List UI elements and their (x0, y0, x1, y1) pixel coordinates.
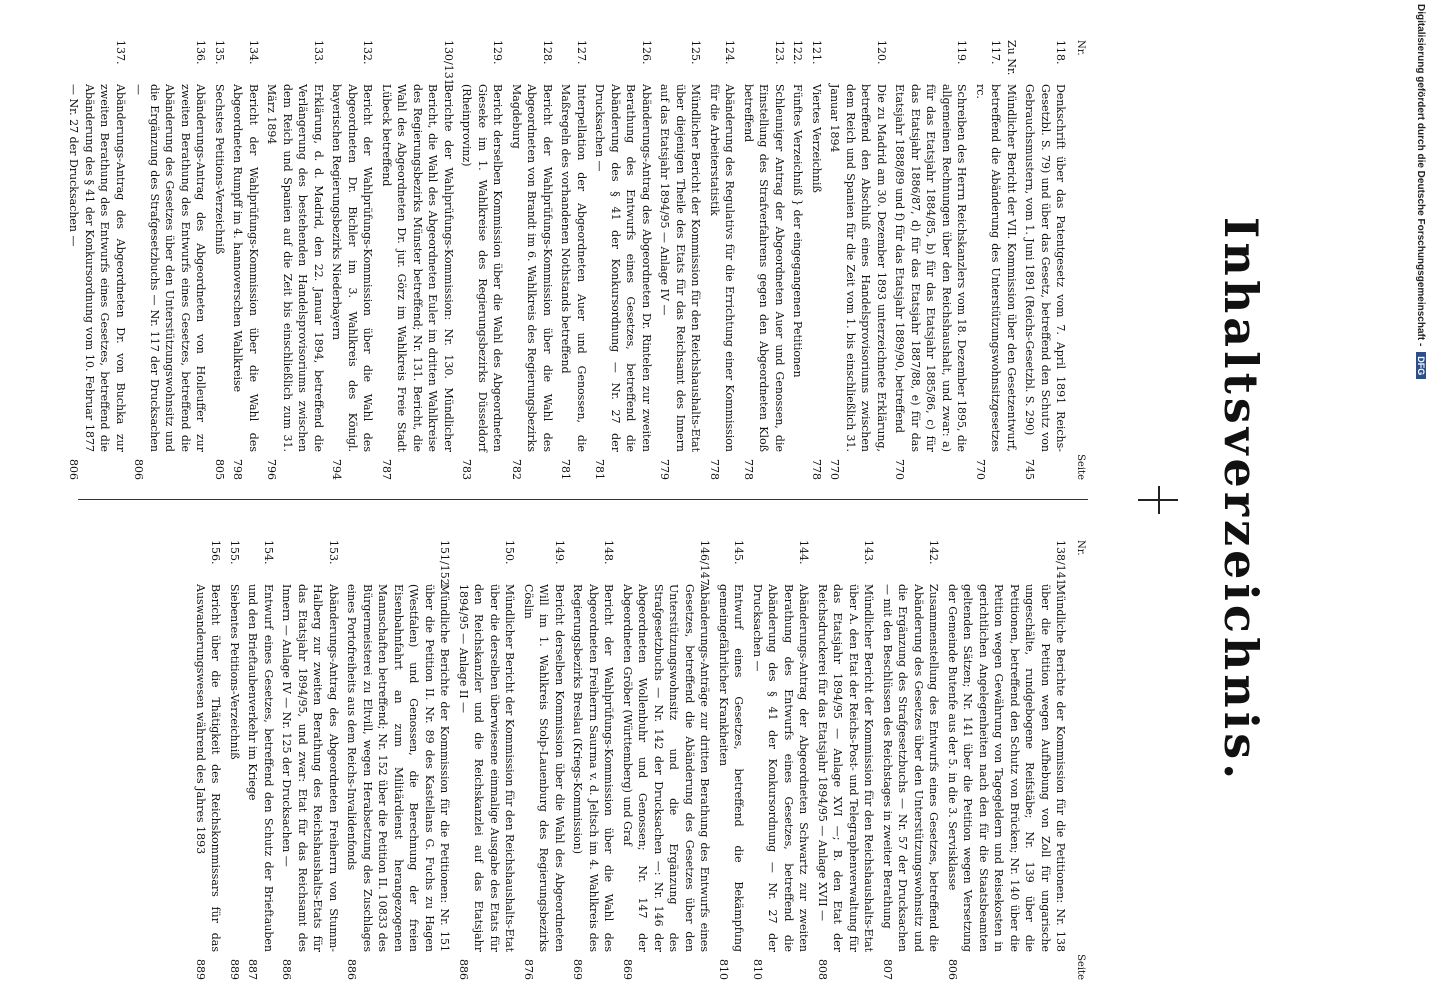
toc-entry-number: 137. (114, 40, 127, 65)
toc-entry-page: 770 (828, 459, 842, 480)
toc-entry (809, 40, 825, 480)
toc-entry (459, 40, 506, 480)
toc-entry-page: 807 (881, 959, 894, 980)
toc-entry (558, 40, 589, 480)
sidebar-credit-text: Digitalisierung gefördert durch die Deutsche Forschungsgemeinschaft - (1415, 4, 1426, 347)
toc-entry-text: Zusammenstellung des Entwurfs eines Gesetzes, betreffend die Abänderung des Gesetzes über den Unterstützungswohnsitz und die Ergänzung des Strafgesetzbuchs — Nr. 57 der Drucksachen — mit den Beschlüssen des Reichstages in zweiter Berathung (881, 584, 941, 952)
toc-entry-number: 132. (361, 40, 375, 65)
toc-entry-text: Abänderungs-Antrag des Abgeordneten von Holleuffer zur zweiten Berathung des Entwurfs eines Gesetzes, betreffend die Abänderung des Gesetzes über den Unterstützungswohnsitz und die Ergänzung des Strafgesetzbuchs — Nr. 117 der Drucksachen — (132, 84, 208, 452)
toc-entry-number: 155. (228, 540, 241, 565)
toc-entry-number: 129. (491, 40, 505, 65)
toc-entry-number: 126. (640, 40, 653, 65)
toc-entry-number: 153. (327, 540, 340, 565)
toc-entry-page: 778 (742, 459, 755, 480)
toc-entry (790, 40, 806, 480)
toc-entry-page: 781 (559, 459, 573, 480)
toc-entry-number: 136. (194, 40, 208, 65)
toc-entry-page: 787 (380, 459, 393, 480)
toc-entry (264, 40, 326, 480)
toc-entry-number: 133. (312, 40, 325, 65)
toc-entry-text: Abänderungs-Antrag des Abgeordneten Dr. Rintelen zur zweiten Berathung des Entwurfs eines Gesetzes, betreffend die Abänderung des § 41 der Konkursordnung — Nr. 27 der Drucksachen — (593, 84, 653, 452)
toc-entry-number: 128. (541, 40, 554, 65)
toc-entry-page: 779 (658, 459, 672, 480)
toc-entry-number: 122. (791, 40, 805, 65)
toc-entry-page: 745 (1023, 459, 1037, 480)
toc-entry-number: 121. (810, 40, 823, 65)
toc-entry-page: 889 (228, 959, 241, 980)
toc-entry-page: 783 (460, 459, 474, 480)
toc-entry-text: Bericht derselben Kommission über die Wahl des Abgeordneten Gieseke im 1. Wahlkreise des Regierungsbezirks Düsseldorf (Rheinprovinz) (460, 84, 505, 452)
toc-entry-text: Fünftes Verzeichniß } der eingegangenen Petitionen (791, 84, 805, 378)
toc-entry-text: Interpellation der Abgeordneten Auer und Genossen, die Maßregeln des vorhandenen Nothstands betreffend (559, 84, 588, 452)
toc-entry (973, 40, 1020, 480)
toc-entry-text: Mündliche Berichte der Kommission für die Petitionen: Nr. 151 über die Petition II. Nr. 89 des Kastellans G. Fuchs zu Hagen (Westfalen) und Genossen, die Berechnung der freien Eisenbahnfahrt an zum Militärdienst herangezogenen Mannschaften betreffend; Nr. 152 über die Petition II. 10833 des Bürgermeisterei zu Eltvill, wegen Herabsetzung des Zuschlages eines Portofreiheits aus dem Reichs-Invalidenfonds (345, 584, 452, 952)
toc-entry-page: 876 (522, 959, 535, 980)
toc-entry-text: Abänderung des Regulativs für die Errichtung einer Kommission für die Arbeiterstatistik (708, 84, 737, 452)
toc-entry (521, 540, 568, 980)
toc-entry-page: 806 (946, 959, 959, 980)
toc-entry-number: 124. (723, 40, 737, 65)
toc-entry-page: 770 (974, 459, 987, 480)
right-column (190, 540, 1089, 980)
toc-entry-number: 138/141. (1054, 540, 1068, 590)
toc-entry-page: 869 (621, 959, 634, 980)
toc-entry (279, 540, 341, 980)
toc-entry-text: Abänderungs-Antrag des Abgeordneten Freiherrn von Stumm-Halberg zur zweiten Berathung des Reichshaushalts-Etats für das Etatsjahr 1894/95, und zwar: Etat für das Reichsamt des Innern — Anlage IV — Nr. 125 der Drucksachen — (280, 584, 340, 952)
toc-entry-number: 156. (209, 540, 223, 565)
toc-entry (230, 40, 261, 480)
toc-entry-number: 130/131. (442, 40, 455, 90)
column-header-seite: Seite (1075, 954, 1086, 980)
toc-entry-page: 886 (345, 959, 359, 980)
toc-entry (227, 540, 243, 980)
toc-entry (344, 540, 453, 980)
toc-entry-text: Viertes Verzeichniß (810, 84, 823, 193)
toc-entry (570, 540, 617, 980)
toc-entry-page: 770 (893, 459, 907, 480)
toc-entry-number: 118. (1054, 40, 1068, 65)
toc-entry-text: Bericht über die Thätigkeit des Reichskommissars für das Auswanderungswesen während des Jahres 1893 (194, 584, 223, 952)
toc-entry-text: Abänderungs-Anträge zur dritten Berathung des Entwurfs eines Gesetzes, betreffend die Abänderung des Gesetzes über den Unterstützungswohnsitz und die Ergänzung des Strafgesetzbuchs — Nr. 142 der Drucksachen —: Nr. 146 der Abgeordneten Wollenbuhr und Genossen; Nr. 147 der Abgeordneten Gröber (Württemberg) und Graf (621, 584, 712, 952)
right-column-header (1073, 540, 1089, 980)
toc-entry-number: 135. (213, 40, 226, 65)
toc-entry (245, 540, 276, 980)
toc-entry-page: 796 (265, 459, 279, 480)
toc-entry-page: 810 (751, 959, 764, 980)
toc-entry-page: 781 (593, 459, 607, 480)
toc-entry-number: 127. (575, 40, 588, 65)
toc-entry (945, 540, 1069, 980)
toc-entry-text: Mündlicher Bericht der Kommission für den Reichshaushalts-Etat über A. den Etat der Reichs-Post- und Telegraphenverwaltung für das Etatsjahr 1894/95 — Anlage XVI —; B. den Etat der Reichsdruckerei für das Etatsjahr 1894/95 — Anlage XVII — (816, 584, 876, 952)
toc-entry-text: Mündlicher Bericht der Kommission für den Reichshaushalts-Etat über die derselben überwiesene einmalige Ausgabe des Etats für den Reichskanzler und die Reichskanzlei auf das Etatsjahr 1894/95 — Anlage II — (457, 584, 517, 952)
left-column (63, 40, 1088, 480)
toc-entry-text: Bericht der Wahlprüfungs-Kommission über die Wahl des Abgeordneten Rumpff im 4. hannoverschen Wahlkreise (231, 84, 260, 452)
toc-entry-number: 123. (773, 40, 786, 65)
sidebar-credit (1415, 4, 1426, 994)
page-title: Inhaltsverzeichnis. (1214, 216, 1268, 784)
toc-entry (815, 540, 877, 980)
toc-entry-page: 782 (510, 459, 523, 480)
toc-entry (657, 40, 704, 480)
toc-entry (329, 40, 376, 480)
toc-entry-number: 142. (927, 540, 941, 565)
toc-entry-text: Abänderungs-Antrag der Abgeordneten Schwartz zur zweiten Berathung des Entwurfs eines Gesetzes, betreffend die Abänderung des § 41 der Konkursordnung — Nr. 27 der Drucksachen — (751, 584, 811, 952)
toc-entry-text: Entwurf eines Gesetzes, betreffend die Bekämpfung gemeingefährlicher Krankheiten (717, 584, 746, 952)
toc-entry-page: 778 (708, 459, 721, 480)
toc-entry-page: 798 (231, 459, 245, 480)
toc-entry-text: Siebentes Petitions-Verzeichniß (228, 584, 241, 760)
toc-entry-text: Schreiben des Herrn Reichskanzlers vom 18. Dezember 1895, die allgemeinen Rechnungen über den Reichshaushalt, und zwar: a) für das Etatsjahr 1884/85, b) für das Etatsjahr 1885/86, c) für das Etatsjahr 1886/87, d) für das Etatsjahr 1887/88, e) für das Etatsjahr 1888/89 und f) für das Etatsjahr 1889/90, betreffend (893, 84, 969, 453)
toc-entry-text: Die zu Madrid am 30. Dezember 1893 unterzeichnete Erklärung, betreffend den Abschluß eines Handelsprovisoriums zwischen dem Reich und Spanien für die Zeit vom 1. bis einschließlich 31. Januar 1894 (828, 84, 888, 452)
toc-entry-number: 145. (732, 540, 746, 565)
toc-entry-text: Mündlicher Bericht der VII. Kommission über den Gesetzentwurf, betreffend die Abänderung des Unterstützungswohnsitzgesetzes rc. (974, 84, 1018, 452)
toc-entry-page: 886 (457, 959, 470, 980)
toc-entry-text: Denkschrift über das Patentgesetz vom 7. April 1891 Reichs-Gesetzbl. S. 79) und über das Gesetz, betreffend den Schutz von Gebrauchsmustern, vom 1. Juni 1891 (Reichs-Gesetzbl. S. 290) (1023, 84, 1068, 452)
ornament-bar (1158, 486, 1160, 514)
toc-entry (880, 540, 942, 980)
toc-entry (193, 540, 224, 980)
toc-entry-number: Zu Nr. 117. (989, 40, 1018, 76)
toc-entry-number: 134. (247, 40, 260, 65)
toc-entry-text: Abänderungs-Antrag des Abgeordneten Dr. von Buchka zur zweiten Berathung des Entwurfs eines Gesetzes, betreffend die Abänderung des § 41 der Konkursordnung vom 10. Februar 1877 — Nr. 27 der Drucksachen — (67, 84, 127, 452)
toc-entry-page: 886 (280, 959, 294, 980)
toc-entry-number: 144. (797, 540, 811, 565)
toc-entry (716, 540, 747, 980)
toc-entry-page: 805 (213, 459, 226, 480)
toc-entry (509, 40, 556, 480)
toc-entry (707, 40, 738, 480)
toc-entry-number: 149. (553, 540, 566, 565)
toc-entry (212, 40, 228, 480)
toc-entry-text: Erklärung, d. d. Madrid, den 22. Januar 1894, betreffend die Verlängerung des bestehenden Handelsprovisoriums zwischen dem Reich und Spanien auf die Zeit bis einschließlich zum 31. März 1894 (265, 84, 325, 452)
toc-entry-page: 869 (571, 959, 585, 980)
toc-entry-page: 887 (246, 959, 260, 980)
left-column-header (1073, 40, 1089, 480)
toc-entry-text: Entwurf eines Gesetzes, betreffend den Schutz der Brieftauben und den Brieftaubenverkehr im Kriege (246, 584, 275, 952)
toc-entry (892, 40, 970, 480)
toc-entry-text: Mündliche Berichte der Kommission für die Petitionen: Nr. 138 über die Petition wegen Aufhebung von Zoll für ungarische ungeschälte, rundgebogene Reifstäbe; Nr. 139 über die Petitionen, betreffend den Schutz von Brücken; Nr. 140 über die Petition wegen Gewährung von Tagegeldern und Reisekosten in gerichtlichen Angelegenheiten nach den für die Staatsbeamten geltenden Sätzen; Nr. 141 über die Petition wegen Versetzung der Gemeinde Butenfe aus der 5. in die 3. Servisklasse (946, 584, 1068, 952)
left-entry-list (66, 40, 1069, 480)
toc-entry (592, 40, 654, 480)
toc-entry (66, 40, 128, 480)
toc-entry (620, 540, 713, 980)
toc-entry-page: 889 (194, 959, 207, 980)
column-header-nr: Nr. (1075, 540, 1086, 556)
toc-entry-text: Bericht der Wahlprüfungs-Kommission über die Wahl des Abgeordneten Dr. Bichler im 3. Wahlkreis des Königl. bayerischen Regierungsbezirks Niederbayern (330, 84, 375, 452)
toc-entry-number: 148. (602, 540, 616, 565)
toc-entry (827, 40, 889, 480)
column-header-seite: Seite (1075, 454, 1086, 480)
title-block (1214, 20, 1268, 980)
toc-entry-text: Mündlicher Bericht der Kommission für den Reichshaushalts-Etat über diejenigen Theile des Etats für das Reichsamt des Innern auf das Etatsjahr 1894/95 — Anlage IV — (658, 84, 703, 452)
toc-entry (131, 40, 209, 480)
toc-entry (741, 40, 788, 480)
digitization-sidebar (1408, 4, 1426, 994)
toc-entry (456, 540, 518, 980)
toc-entry-page: 806 (132, 459, 146, 480)
toc-entry-number: 146/147. (698, 540, 712, 590)
right-entry-list (193, 540, 1069, 980)
toc-entry-number: 119. (955, 40, 969, 65)
toc-entry-text: Schleuniger Antrag der Abgeordneten Auer und Genossen, die Einstellung des Strafverfahrens gegen den Abgeordneten Kloß betreffend (742, 84, 786, 452)
toc-entry-number: 150. (503, 540, 517, 565)
toc-entry-text: Bericht der Wahlprüfungs-Kommission über die Wahl des Abgeordneten Freiherrn Saurma v. d. Jeltsch im 4. Wahlkreis des Regierungsbezirks Breslau (Kriegs-Kommission) (571, 584, 616, 952)
toc-entry (1022, 40, 1069, 480)
toc-entry-number: 143. (862, 540, 876, 565)
column-header-nr: Nr. (1075, 40, 1086, 56)
toc-entry-text: Bericht der Wahlprüfungs-Kommission über die Wahl des Abgeordneten von Brandt im 6. Wahlkreis des Regierungsbezirks Magdeburg (510, 84, 554, 452)
toc-entry-text: Bericht derselben Kommission über die Wahl des Abgeordneten Will im 1. Wahlkreis Stolp-Lauenburg des Regierungsbezirks Cöslin (522, 584, 566, 952)
toc-entry-number: 151/152. (438, 540, 452, 590)
toc-entry-page: 794 (330, 459, 344, 480)
dfg-logo-icon: DFG (1416, 352, 1426, 379)
toc-entry-page: 810 (717, 959, 730, 980)
toc-entry-number: 120. (875, 40, 888, 65)
toc-entry-number: 125. (689, 40, 703, 65)
toc-entry-text: Sechstes Petitions-Verzeichniß (213, 84, 226, 255)
toc-entry-text: Berichte der Wahlprüfungs-Kommission: Nr. 130. Mündlicher Bericht, die Wahl des Abgeordneten Euler im dritten Wahlkreise des Regierungsbezirks Münster betreffend; Nr. 131. Bericht, die Wahl des Abgeordneten Dr. jur. Görz im Wahlkreis Freie Stadt Lübeck betreffend (380, 84, 455, 452)
toc-entry (750, 540, 812, 980)
toc-entry-page: 808 (816, 959, 829, 980)
toc-entry-page: 806 (67, 459, 81, 480)
column-divider (78, 499, 1088, 500)
toc-entry-number: 154. (262, 540, 275, 565)
rotated-page (0, 20, 1388, 980)
toc-entry (379, 40, 457, 480)
toc-entry-page: 778 (810, 459, 823, 480)
